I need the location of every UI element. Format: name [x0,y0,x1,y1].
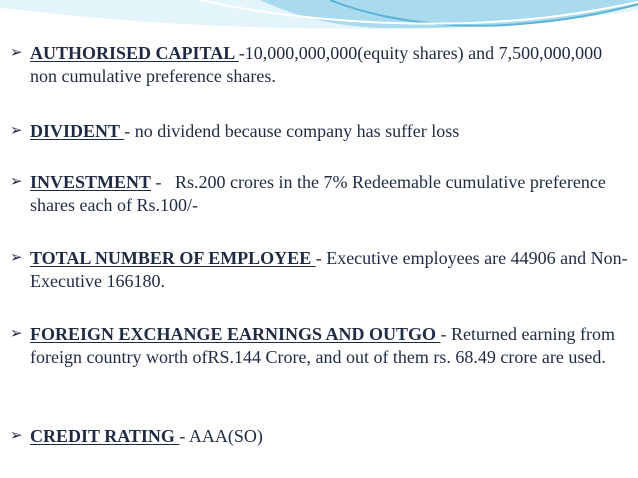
list-item [10,120,630,143]
arrowhead-bullet-icon: ➢ [10,123,23,139]
list-item-text [28,247,630,293]
list-item [10,247,630,293]
list-item-text [28,42,630,88]
list-item [10,425,630,448]
arrowhead-bullet-icon: ➢ [10,428,23,444]
list-item-text [28,323,630,369]
arrowhead-bullet-icon: ➢ [10,174,23,190]
item-heading: AUTHORISED CAPITAL [30,43,239,63]
list-item-text [28,120,630,143]
list-item [10,323,630,369]
list-item-text [28,425,630,448]
header-wave-decoration [0,0,638,48]
item-heading: INVESTMENT [30,172,152,192]
list-item-text [28,171,630,217]
arrowhead-bullet-icon: ➢ [10,326,23,342]
item-body: - AAA(SO) [179,426,263,446]
item-body: -10,000,000,000(equity shares) and 7,500,000,000 non cumulative preference shares. [30,43,603,86]
item-body: - Executive employees are 44906 and Non-Executive 166180. [30,248,628,291]
item-heading: TOTAL NUMBER OF EMPLOYEE [30,248,316,268]
arrowhead-bullet-icon: ➢ [10,250,23,266]
item-body: - Rs.200 crores in the 7% Redeemable cumulative preference shares each of Rs.100/- [30,172,611,215]
item-body: - no dividend because company has suffer loss [124,121,460,141]
list-item [10,171,630,217]
arrowhead-bullet-icon: ➢ [10,45,23,61]
item-heading: CREDIT RATING [30,426,180,446]
list-item [10,42,630,88]
item-body: - Returned earning from foreign country worth ofRS.144 Crore, and out of them rs. 68.49 crore are used. [30,324,615,367]
item-heading: DIVIDENT [30,121,125,141]
item-heading: FOREIGN EXCHANGE EARNINGS AND OUTGO [30,324,441,344]
